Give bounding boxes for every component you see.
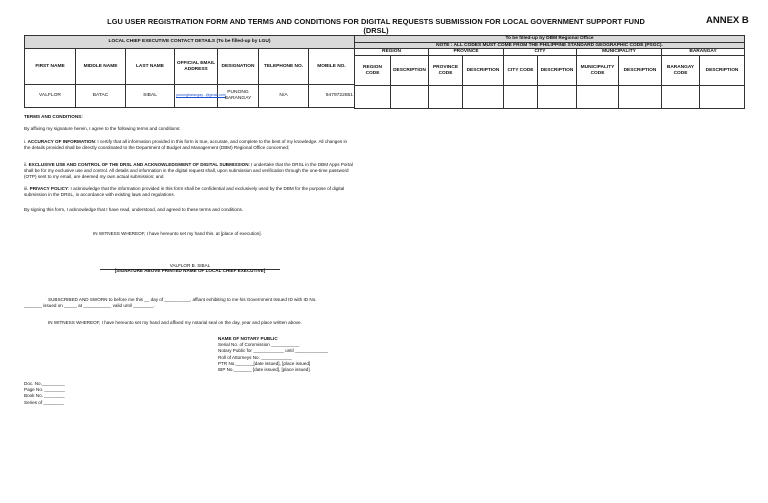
terms-intro: By affixing my signature herein, I agree to the following terms and conditions: (24, 126, 181, 131)
terms-item-privacy (24, 186, 354, 198)
series-of: Series of ________ (24, 399, 64, 405)
col-province-description: DESCRIPTION (463, 56, 504, 86)
sworn-statement-line1: SUBSCRIBED AND SWORN to before me this __ day of __________, affiant exhibiting to me his Government Issued ID with ID No. (48, 297, 317, 302)
notary-block (218, 336, 378, 373)
col-region-code: REGION CODE (355, 56, 391, 86)
cell-municipality-code (577, 86, 619, 109)
col-region-description: DESCRIPTION (391, 56, 429, 86)
terms-closing: By signing this form, I acknowledge that I have read, understood, and agreed to these terms and conditions. (24, 207, 244, 212)
notary-ptr: PTR No._______[date issued], [place issued] (218, 360, 311, 366)
signature-caption: [SIGNATURE ABOVE PRINTED NAME OF LOCAL CHIEF EXECUTIVE] (114, 268, 266, 273)
cell-first-name: VALFLOR (25, 85, 76, 108)
notary-public-for: Notary Public for ____________ until _____________ (218, 348, 329, 354)
cell-last-name: SIBAL (126, 85, 175, 108)
dbm-codes-table (354, 35, 745, 109)
cell-region-code (355, 86, 391, 109)
doc-no: Doc. No._________ (24, 381, 65, 386)
document-title: LGU USER REGISTRATION FORM AND TERMS AND CONDITIONS FOR DIGITAL REQUESTS SUBMISSION FOR LOCAL GOVERNMENT SUPPORT FUND (DRSL) (107, 17, 645, 35)
col-telephone: TELEPHONE NO. (259, 49, 309, 85)
terms-heading: TERMS AND CONDITIONS: (24, 114, 83, 119)
group-province: PROVINCE (429, 49, 504, 56)
cell-city-description (538, 86, 577, 109)
cell-region-description (391, 86, 429, 109)
cell-email[interactable] (175, 85, 226, 108)
cell-telephone: N/A (259, 85, 309, 108)
item-label: EXCLUSIVE USE AND CONTROL OF THE DRSL AND ACKNOWLEDGMENT OF DIGITAL SUBMISSION (28, 162, 249, 167)
cell-mobile: 9479722851 (309, 85, 355, 108)
col-designation: DESIGNATION (218, 49, 259, 85)
col-municipality-code: MUNICIPALITY CODE (577, 56, 619, 86)
col-city-code: CITY CODE (504, 56, 538, 86)
psgc-note: NOTE : ALL CODES MUST COME FROM THE PHILIPPINE STANDARD GEOGRAPHIC CODE (PSGC). (355, 42, 745, 49)
group-barangay: BARANGAY (662, 49, 745, 56)
page-no: Page No. ________ (24, 387, 65, 393)
lce-section-header: LOCAL CHIEF EXECUTIVE CONTACT DETAILS (To be filled-up by LGU) (25, 36, 355, 49)
notary-heading: NAME OF NOTARY PUBLIC (218, 336, 278, 341)
annex-label: ANNEX B (706, 15, 749, 26)
col-barangay-description: DESCRIPTION (700, 56, 745, 86)
cell-barangay-code (662, 86, 700, 109)
cell-middle-name: BATAC (76, 85, 126, 108)
notary-commission: Serial No. of Commission ___________ (218, 342, 300, 348)
item-prefix: i. (24, 139, 27, 144)
col-city-description: DESCRIPTION (538, 56, 577, 86)
notary-witness-statement: IN WITNESS WHEREOF, I have hereunto set my hand and affixed my notarial seal on the day, year and place written above. (48, 320, 302, 325)
col-barangay-code: BARANGAY CODE (662, 56, 700, 86)
col-first-name: FIRST NAME (25, 49, 76, 85)
col-official-email: OFFICIAL EMAIL ADDRESS (175, 49, 218, 85)
cell-province-code (429, 86, 463, 109)
terms-item-exclusive-use (24, 162, 354, 181)
item-text: : I undertake that the DRSL in the DBM Apps Portal shall be for my exclusive use and control. All details and information in the digital request shall, upon submission and verification through the one-time password (OTP) sent to my email, are deemed my own actual submission; and (24, 162, 353, 180)
group-city: CITY (504, 49, 577, 56)
dbm-header: To be filled-up by DBM Regional Office (355, 36, 745, 43)
notary-ibp: IBP No._______ [date issued], [place issued] (218, 367, 310, 373)
cell-barangay-description (700, 86, 745, 109)
table-row (355, 86, 745, 109)
doc-references (24, 381, 144, 406)
cell-city-code (504, 86, 538, 109)
sworn-statement-line2: _______ issued on _____ at ___________ valid until ________. (24, 303, 155, 308)
lce-contact-table (24, 35, 355, 108)
item-label: ACCURACY OF INFORMATION (27, 139, 95, 144)
item-prefix: ii. (24, 162, 28, 167)
cell-province-description (463, 86, 504, 109)
col-middle-name: MIDDLE NAME (76, 49, 126, 85)
notary-roll: Roll of Attorneys No. ____________ (218, 354, 292, 360)
col-municipality-description: DESCRIPTION (619, 56, 662, 86)
book-no: Book No. ________ (24, 393, 65, 399)
item-text: : I certify that all information provided in this form is true, accurate, and complete to the best of my knowledge. All changes in the details provided shall be directly coordinated to the Department of Budget and Management (DBM) Regional Office concerned; (24, 139, 348, 151)
col-last-name: LAST NAME (126, 49, 175, 85)
terms-item-accuracy (24, 139, 354, 151)
witness-statement: IN WITNESS WHEREOF, I have hereunto set my hand this. at [place of execution]. (93, 231, 262, 236)
cell-designation: PUNONG BARANGAY (218, 85, 259, 108)
group-municipality: MUNICIPALITY (577, 49, 662, 56)
item-text: : I acknowledge that the information provided in this form shall be confidential and exclusively used by the DBM for the purpose of digital submission in the DRSL, in accordance with existing laws and regulations. (24, 186, 345, 198)
cell-municipality-description (619, 86, 662, 109)
email-link[interactable]: punongbarangay...@gmail.com (176, 93, 226, 98)
col-mobile: MOBILE NO. (309, 49, 355, 85)
item-label: PRIVACY POLICY (29, 186, 68, 191)
signer-name: VALFLOR B. SIBAL (169, 263, 211, 268)
group-region: REGION (355, 49, 429, 56)
col-province-code: PROVINCE CODE (429, 56, 463, 86)
item-prefix: iii. (24, 186, 29, 191)
